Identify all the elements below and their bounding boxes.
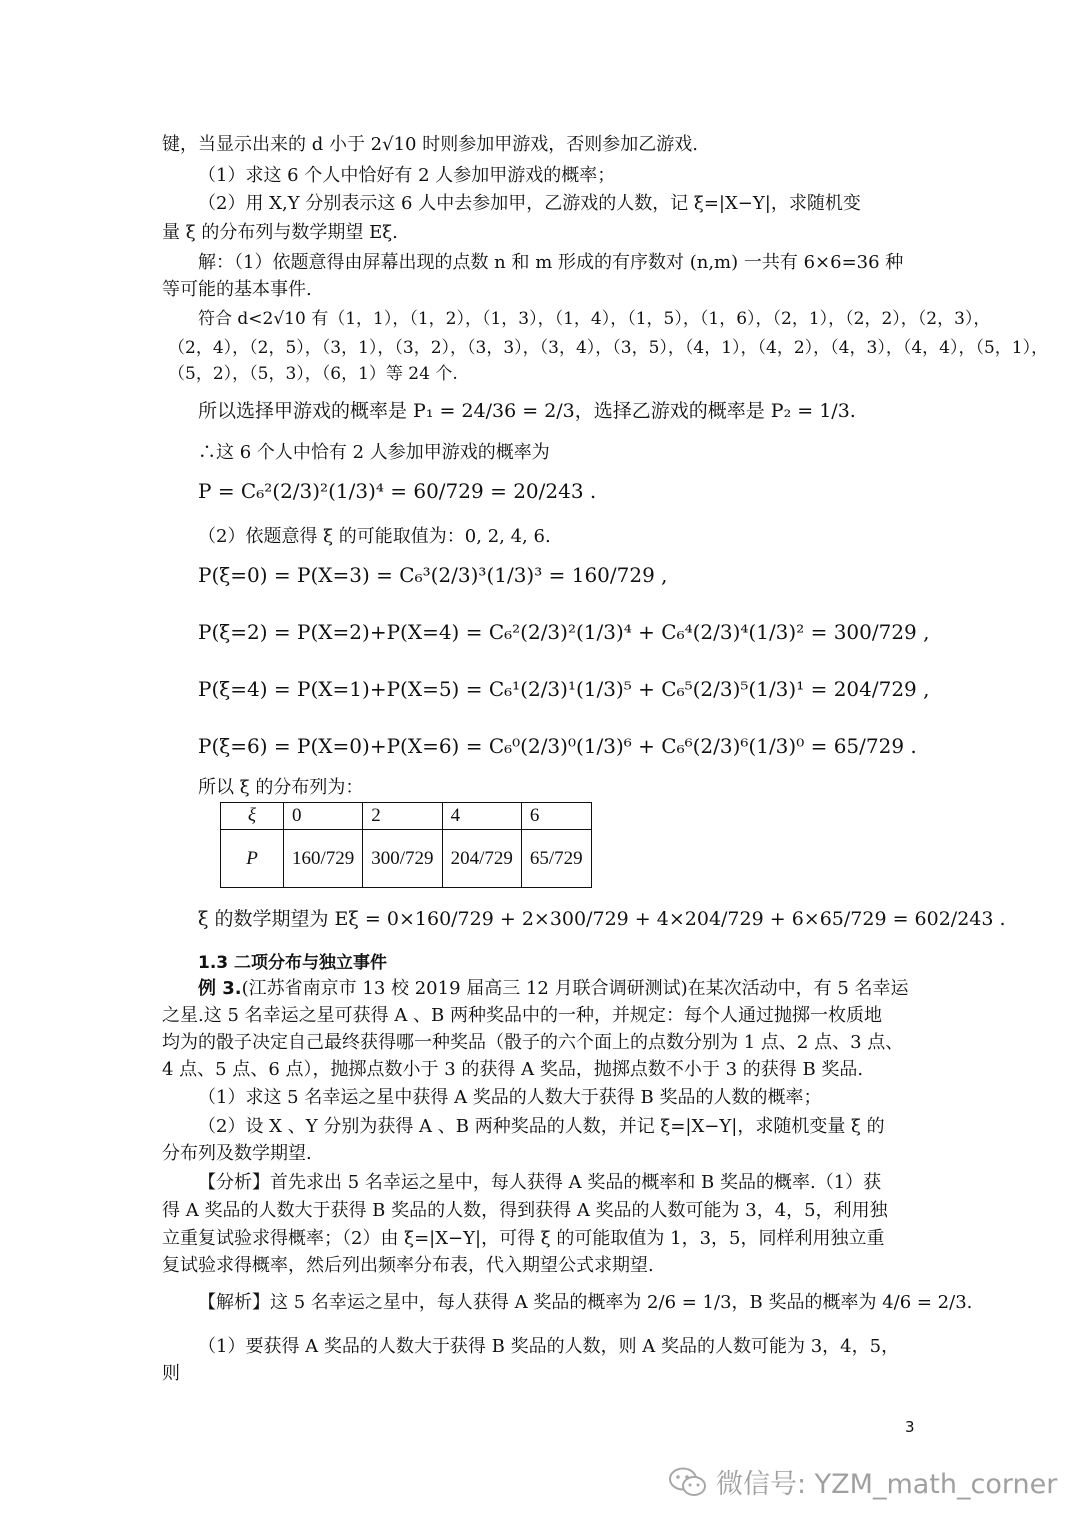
text-line: 符合 d<2√10 有（1，1），（1，2），（1，3），（1，4），（1，5），（1，6），（2，1），（2，2），（2，3），	[198, 309, 991, 329]
table-cell: 160/729	[284, 830, 363, 888]
table-cell: 4	[442, 803, 521, 830]
text-line: （2）依题意得 ξ 的可能取值为：0, 2, 4, 6.	[198, 526, 551, 547]
formula-line: P(ξ=0) = P(X=3) = C₆³(2/3)³(1/3)³ = 160/729 ,	[198, 563, 668, 587]
distribution-table	[220, 802, 592, 888]
text-line: 所以 ξ 的分布列为：	[198, 777, 364, 798]
text-line: 均为的骰子决定自己最终获得哪一种奖品（骰子的六个面上的点数分别为 1 点、2 点、3 点、	[162, 1032, 904, 1053]
text-line: 解：（1）依题意得由屏幕出现的点数 n 和 m 形成的有序数对 (n,m) 一共有 6×6=36 种	[198, 252, 904, 273]
formula-line: P(ξ=6) = P(X=0)+P(X=6) = C₆⁰(2/3)⁰(1/3)⁶ + C₆⁶(2/3)⁶(1/3)⁰ = 65/729 .	[198, 734, 917, 758]
text-line: 所以选择甲游戏的概率是 P₁ = 24/36 = 2/3，选择乙游戏的概率是 P₂ = 1/3.	[198, 400, 856, 422]
text-line: 量 ξ 的分布列与数学期望 Eξ.	[162, 222, 398, 243]
watermark	[668, 1462, 1057, 1501]
formula-line: ξ 的数学期望为 Eξ = 0×160/729 + 2×300/729 + 4×204/729 + 6×65/729 = 602/243 .	[198, 908, 1006, 930]
text-line: 4 点、5 点、6 点），抛掷点数小于 3 的获得 A 奖品，抛掷点数不小于 3 的获得 B 奖品.	[162, 1059, 864, 1080]
text-line: 立重复试验求得概率；（2）由 ξ=|X−Y|，可得 ξ 的可能取值为 1，3，5，同样利用独立重	[162, 1228, 885, 1249]
table-cell: ξ	[221, 803, 284, 830]
table-row	[221, 830, 592, 888]
text-line: 得 A 奖品的人数大于获得 B 奖品的人数，得到获得 A 奖品的人数可能为 3，4，5，利用独	[162, 1200, 888, 1221]
text-line: ∴这 6 个人中恰有 2 人参加甲游戏的概率为	[198, 442, 550, 463]
formula-line: P = C₆²(2/3)²(1/3)⁴ = 60/729 = 20/243 .	[198, 479, 597, 503]
text-line: （1）求这 6 个人中恰好有 2 人参加甲游戏的概率；	[198, 165, 616, 186]
text-line: 等可能的基本事件.	[162, 279, 312, 300]
text-line: 【解析】这 5 名幸运之星中，每人获得 A 奖品的概率为 2/6 = 1/3，B 奖品的概率为 4/6 = 2/3.	[198, 1292, 973, 1313]
text-line: （1）要获得 A 奖品的人数大于获得 B 奖品的人数，则 A 奖品的人数可能为 3，4，5，	[198, 1336, 900, 1357]
text-line: 分布列及数学期望.	[162, 1143, 312, 1164]
table-cell: 204/729	[442, 830, 521, 888]
table-cell: P	[221, 830, 284, 888]
text-line: 【分析】首先求出 5 名幸运之星中，每人获得 A 奖品的概率和 B 奖品的概率.（1）获	[198, 1172, 882, 1193]
page-number: 3	[905, 1418, 915, 1436]
watermark-text: 微信号: YZM_math_corner	[716, 1469, 1058, 1500]
wechat-icon	[668, 1466, 708, 1498]
section-heading: 1.3 二项分布与独立事件	[198, 953, 388, 973]
example-label: 例 3.	[198, 978, 242, 999]
text-line: （2）用 X,Y 分别表示这 6 人中去参加甲，乙游戏的人数，记 ξ=|X−Y|，求随机变	[198, 193, 861, 214]
text-line: 复试验求得概率，然后列出频率分布表，代入期望公式求期望.	[162, 1255, 654, 1276]
table-row	[221, 803, 592, 830]
text-line	[198, 976, 909, 1002]
text-line: （1）求这 5 名幸运之星中获得 A 奖品的人数大于获得 B 奖品的人数的概率；	[198, 1087, 822, 1108]
table-cell: 6	[521, 803, 591, 830]
formula-line: P(ξ=4) = P(X=1)+P(X=5) = C₆¹(2/3)¹(1/3)⁵ + C₆⁵(2/3)⁵(1/3)¹ = 204/729 ,	[198, 677, 930, 701]
table-cell: 65/729	[521, 830, 591, 888]
table-cell: 300/729	[363, 830, 442, 888]
example-text: (江苏省南京市 13 校 2019 届高三 12 月联合调研测试)在某次活动中，有 5 名幸运	[241, 978, 909, 999]
text-line: 键，当显示出来的 d 小于 2√10 时则参加甲游戏，否则参加乙游戏.	[162, 134, 698, 155]
text-line: （2，4），（2，5），（3，1），（3，2），（3，3），（3，4），（3，5），（4，1），（4，2），（4，3），（4，4），（5，1），	[168, 338, 1049, 358]
formula-line: P(ξ=2) = P(X=2)+P(X=4) = C₆²(2/3)²(1/3)⁴ + C₆⁴(2/3)⁴(1/3)² = 300/729 ,	[198, 620, 930, 644]
text-line: （5，2），（5，3），（6，1）等 24 个.	[168, 364, 458, 384]
table-cell: 2	[363, 803, 442, 830]
text-line: 则	[162, 1363, 180, 1384]
text-line: 之星.这 5 名幸运之星可获得 A 、B 两种奖品中的一种，并规定：每个人通过抛掷一枚质地	[162, 1005, 883, 1026]
table-cell: 0	[284, 803, 363, 830]
text-line: （2）设 X 、Y 分别为获得 A 、B 两种奖品的人数，并记 ξ=|X−Y|，求随机变量 ξ 的	[198, 1116, 885, 1137]
